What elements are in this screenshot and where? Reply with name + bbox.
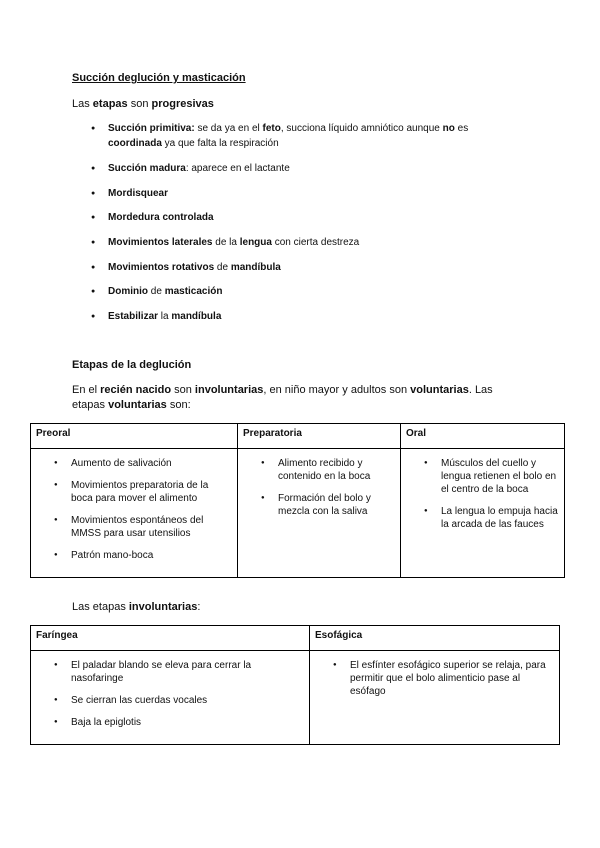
table-header: Esofágica [310,626,560,651]
table-header: Faríngea [31,626,310,651]
stage-item: ● Estabilizar la mandíbula [108,309,528,324]
list-item: ● El esfínter esofágico superior se relaja, para permitir que el bolo alimenticio pase al esófago [316,659,553,698]
table-header-row [31,424,565,449]
list-item: ● Alimento recibido y contenido en la boca [244,457,394,483]
involuntary-stages-table [30,625,560,745]
section-heading: Etapas de la deglución [72,359,192,371]
list-item: ● El paladar blando se eleva para cerrar la nasofaringe [37,659,303,685]
stage-item: ● Mordedura controlada [108,210,528,225]
list-item: ● Baja la epiglotis [37,716,303,729]
list-item: ● Formación del bolo y mezcla con la saliva [244,492,394,518]
table-row [31,651,560,745]
list-item: ● Se cierran las cuerdas vocales [37,694,303,707]
table-cell [31,651,310,745]
voluntary-stages-table [30,423,565,578]
stage-item: ● Movimientos laterales de la lengua con cierta destreza [108,235,528,250]
stage-item: ● Movimientos rotativos de mandíbula [108,260,528,275]
table-row [31,449,565,578]
table-header-row [31,626,560,651]
document-title: Succión deglución y masticación [72,72,246,84]
intro-paragraph: Las etapas son progresivas [72,98,214,110]
list-item: ● Músculos del cuello y lengua retienen el bolo en el centro de la boca [407,457,558,496]
table-header: Oral [401,424,565,449]
list-item: ● Movimientos espontáneos del MMSS para usar utensilios [37,514,231,540]
list-item: ● Aumento de salivación [37,457,231,470]
table-header: Preparatoria [238,424,401,449]
list-item: ● Patrón mano-boca [37,549,231,562]
table-cell [401,449,565,578]
involuntary-intro: Las etapas involuntarias: [72,601,201,613]
section-paragraph: En el recién nacido son involuntarias, en niño mayor y adultos son voluntarias. Las etapas voluntarias son: [72,384,493,411]
table-cell [31,449,238,578]
table-cell [238,449,401,578]
list-item: ● Movimientos preparatoria de la boca para mover el alimento [37,479,231,505]
stage-item: ● Mordisquear [108,186,528,201]
list-item: ● La lengua lo empuja hacia la arcada de las fauces [407,505,558,531]
bold-term: etapas [92,98,128,110]
stage-item: ● Succión madura: aparece en el lactante [108,161,528,176]
stage-item: ● Dominio de masticación [108,284,528,299]
table-cell [310,651,560,745]
bold-term: progresivas [151,98,214,110]
table-header: Preoral [31,424,238,449]
stage-item: ● Succión primitiva: se da ya en el feto, succiona líquido amniótico aunque no es coordinada ya que falta la respiración [108,121,528,151]
